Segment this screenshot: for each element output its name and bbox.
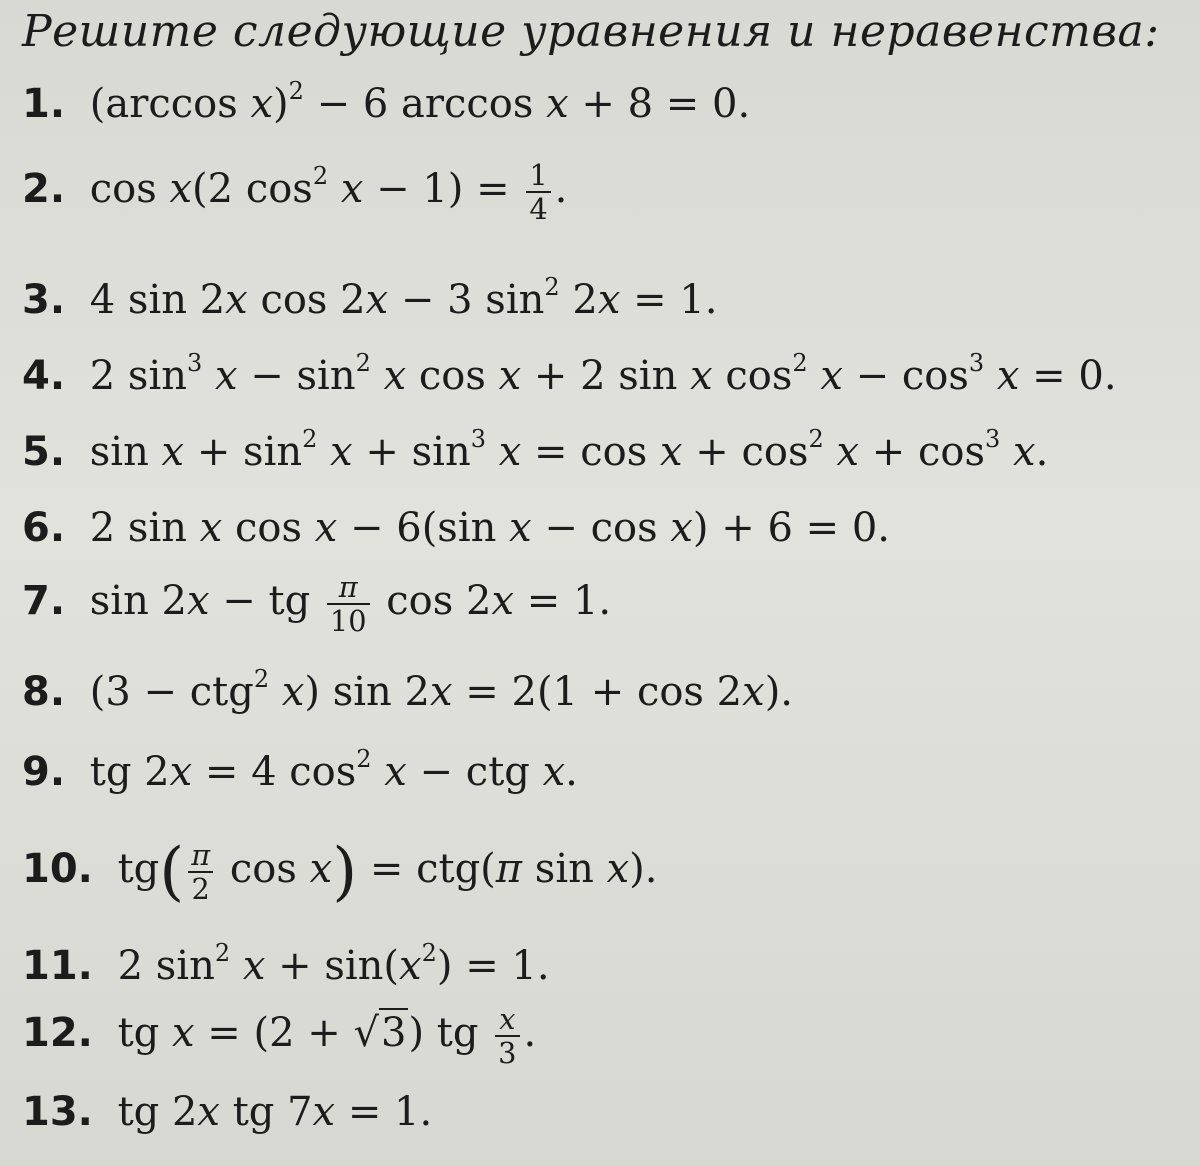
equation: 2 sin x cos x − 6(sin x − cos x) + 6 = 0. (89, 505, 890, 551)
square-root: √3 (353, 1010, 407, 1057)
problem-2 (22, 158, 568, 227)
problem-7 (22, 570, 612, 639)
problem-8 (22, 665, 794, 715)
problem-number: 1. (22, 81, 66, 127)
problem-6 (22, 505, 890, 551)
problem-number: 5. (22, 429, 66, 475)
equation: (3 − ctg$^2$ x) sin 2x = 2(1 + cos 2x). (89, 665, 794, 715)
problem-10 (22, 835, 658, 910)
problem-3 (22, 273, 718, 323)
equation: $\sin x + \sin^2 x + \sin^3 x = \cos x + \cos^2 x + \cos^3 x$. (89, 425, 1049, 475)
problem-number: 2. (22, 166, 66, 213)
fraction: $\frac{\pi}{10}$ (327, 572, 370, 636)
problem-number: 13. (22, 1089, 93, 1135)
equation: (arccos x)$^2$ − 6 arccos x + 8 = 0. (89, 77, 751, 127)
problem-number: 12. (22, 1010, 93, 1057)
equation: cos x(2 $\cos^2 x - 1$) = $\frac{1}{4}$ . (89, 158, 568, 227)
problem-number: 6. (22, 505, 66, 551)
equation: tg( $\frac{\pi}{2}$ cos x) = ctg(π sin x). (117, 835, 658, 910)
problem-number: 8. (22, 669, 66, 715)
problem-13 (22, 1089, 433, 1135)
fraction: $\frac{x}{3}$ (495, 1004, 519, 1068)
problem-number: 3. (22, 277, 66, 323)
problem-4 (22, 349, 1117, 399)
equation: tg 2x = 4 $\cos^2 x$ − ctg x. (89, 745, 578, 795)
problem-number: 10. (22, 846, 93, 893)
problem-9 (22, 745, 578, 795)
equation: 4 sin 2x cos 2x − 3 $\sin^2 2x = 1$. (89, 273, 718, 323)
problem-number: 7. (22, 578, 66, 625)
problem-number: 9. (22, 749, 66, 795)
fraction: $\frac{1}{4}$ (526, 160, 550, 224)
equation: tg 2x tg 7x = 1. (117, 1089, 433, 1135)
problem-11 (22, 939, 550, 989)
fraction: $\frac{\pi}{2}$ (188, 840, 213, 904)
problem-12 (22, 1002, 537, 1071)
problem-number: 11. (22, 943, 93, 989)
equation: sin 2x − tg $\frac{\pi}{10}$ cos 2x = 1. (89, 570, 612, 639)
problem-1 (22, 77, 751, 127)
page-heading: Решите следующие уравнения и неравенства: (22, 6, 1160, 57)
problem-5 (22, 425, 1049, 475)
equation: 2 $\sin^2 x + \sin(x^2) = 1$. (117, 939, 550, 989)
problem-number: 4. (22, 353, 66, 399)
equation: tg x = (2 + √3) tg $\frac{x}{3}$ . (117, 1002, 537, 1071)
equation: 2 $\sin^3 x - \sin^2 x$ cos x + 2 sin x $\cos^2 x - \cos^3 x = 0$. (89, 349, 1117, 399)
